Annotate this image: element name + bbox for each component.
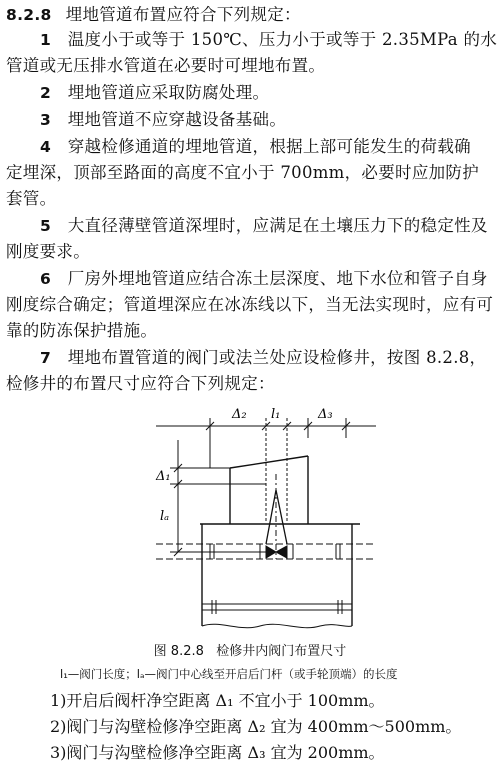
clause-6-line-2: 刚度综合确定；管道埋深应在冰冻线以下，当无法实现时，应有可 <box>6 295 494 314</box>
section-number: 8.2.8 <box>6 6 52 24</box>
l1-label: l₁ <box>271 407 281 422</box>
clause-5-line-1 <box>40 215 488 237</box>
section-heading-text: 埋地管道布置应符合下列规定： <box>65 5 301 24</box>
clause-7-line-2: 检修井的布置尺寸应符合下列规定： <box>6 374 275 393</box>
figure-title: 检修井内阀门布置尺寸 <box>216 644 347 659</box>
clause-7-line-1 <box>40 347 486 369</box>
figure-note: l₁—阀门长度；lₐ—阀门中心线至开启后门杆（或手轮顶端）的长度 <box>60 667 398 681</box>
clause-number: 6 <box>40 270 52 288</box>
clause-6-line-3: 靠的防冻保护措施。 <box>6 321 158 340</box>
clause-4-line-2: 定埋深，顶部至路面的高度不宜小于 700mm，必要时应加防护 <box>6 163 480 182</box>
clause-3 <box>40 109 286 131</box>
clause-4-line-1 <box>40 136 471 158</box>
clause-number: 3 <box>40 111 52 129</box>
delta2-label: Δ₂ <box>232 407 247 422</box>
clause-number: 4 <box>40 138 52 156</box>
clause-text: 埋地布置管道的阀门或法兰处应设检修井，按图 8.2.8， <box>67 348 487 367</box>
list-item: 1)开启后阀杆净空距离 Δ₁ 不宜小于 100mm。 <box>50 691 385 710</box>
delta3-label: Δ₃ <box>318 407 333 422</box>
clause-number: 5 <box>40 217 52 235</box>
clause-1-line-1 <box>40 29 497 51</box>
clause-6-line-1 <box>40 268 488 290</box>
clause-text: 埋地管道应采取防腐处理。 <box>67 83 270 102</box>
clause-number: 2 <box>40 84 52 102</box>
valve-body-left <box>266 546 276 558</box>
figure-number: 图 8.2.8 <box>153 644 204 659</box>
clause-2 <box>40 82 269 104</box>
clause-number: 1 <box>40 31 52 49</box>
list-item: 2)阀门与沟壁检修净空距离 Δ₂ 宜为 400mm～500mm。 <box>50 717 462 736</box>
break-line <box>202 624 352 627</box>
valve-pit-diagram <box>150 404 380 630</box>
clause-text: 埋地管道不应穿越设备基础。 <box>67 110 287 129</box>
clause-1-line-2: 管道或无压排水管道在必要时可埋地布置。 <box>6 56 326 75</box>
clause-number: 7 <box>40 349 52 367</box>
clause-4-line-3: 套管。 <box>6 189 57 208</box>
pit-wall-top <box>230 456 308 468</box>
clause-text: 穿越检修通道的埋地管道，根据上部可能发生的荷载确 <box>67 137 471 156</box>
clause-5-line-2: 刚度要求。 <box>6 242 90 261</box>
figure-caption <box>0 640 500 659</box>
clause-text: 温度小于或等于 150℃、压力小于或等于 2.35MPa 的水 <box>67 30 498 49</box>
valve-body-right <box>276 546 287 558</box>
clause-text: 大直径薄壁管道深埋时，应满足在土壤压力下的稳定性及 <box>67 216 488 235</box>
delta1-label: Δ₁ <box>156 469 171 484</box>
list-item: 3)阀门与沟壁检修净空距离 Δ₃ 宜为 200mm。 <box>50 743 385 762</box>
clause-text: 厂房外埋地管道应结合冻土层深度、地下水位和管子自身 <box>67 269 488 288</box>
la-label: lₐ <box>160 509 170 524</box>
section-heading <box>6 4 301 26</box>
